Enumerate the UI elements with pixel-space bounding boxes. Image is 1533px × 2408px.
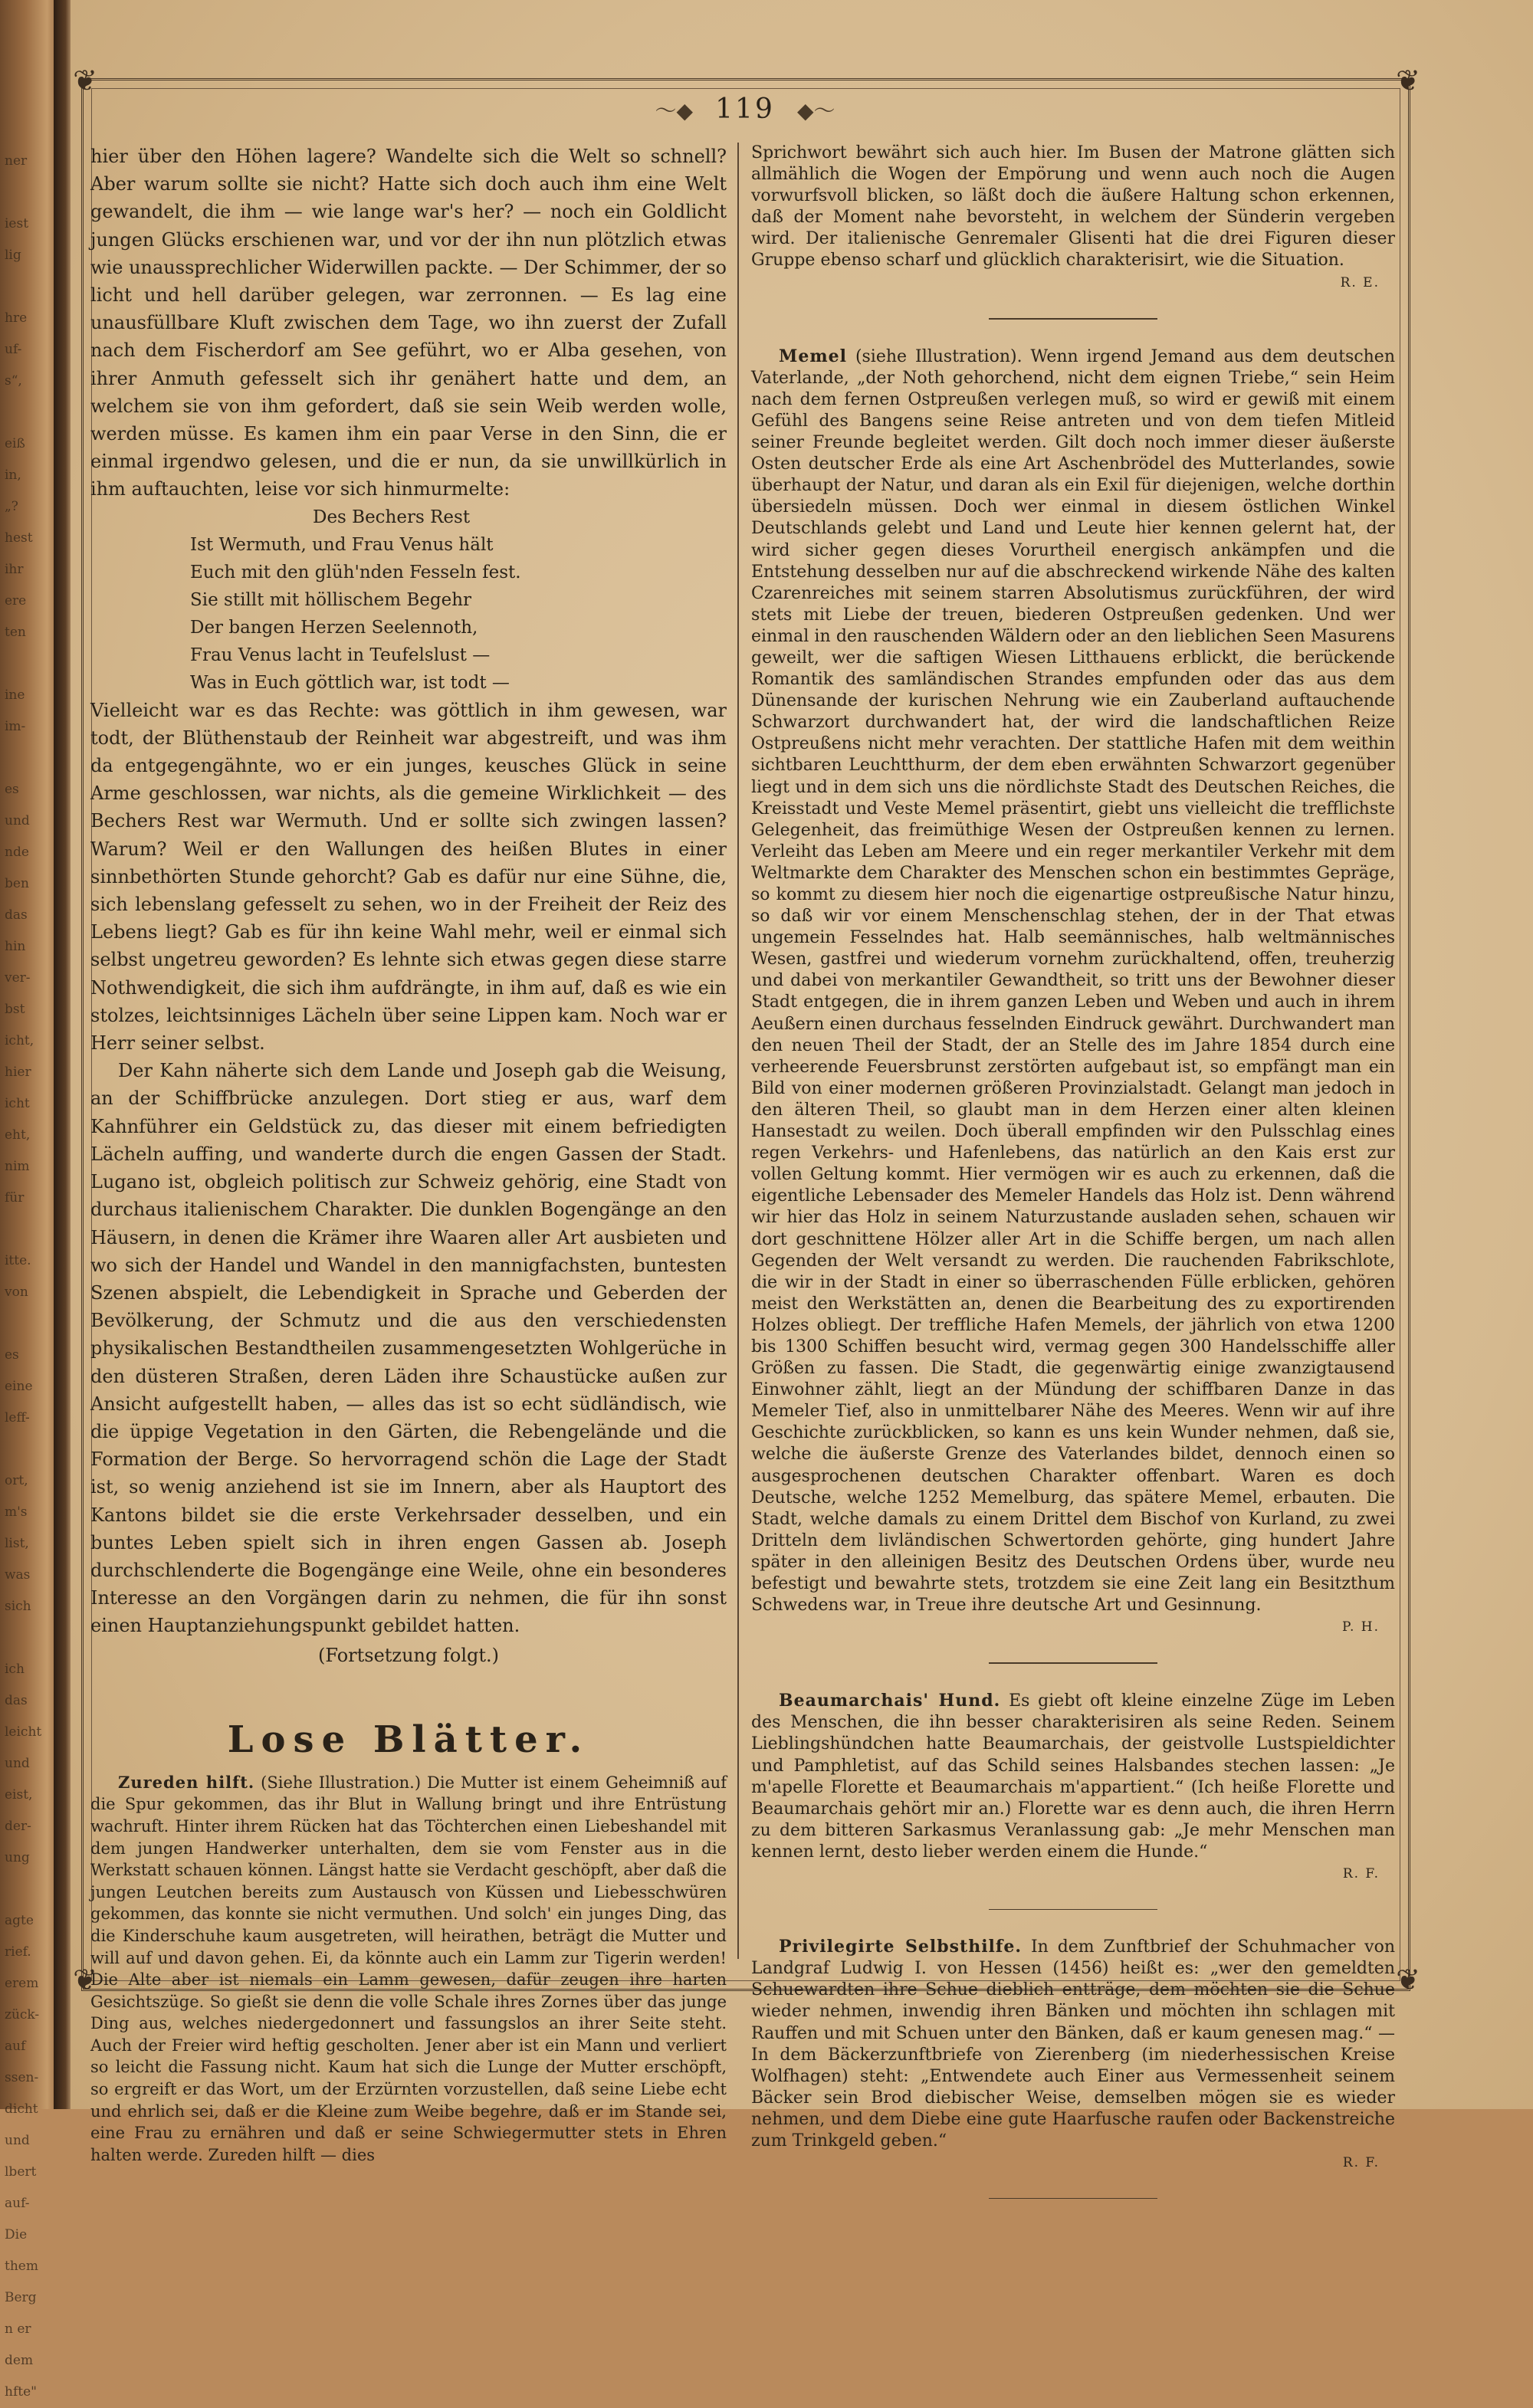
poem-line: Sie stillt mit höllischem Begehr	[190, 589, 472, 610]
page-number: 119	[715, 93, 775, 125]
corner-ornament-icon: ❦	[1396, 1963, 1420, 1996]
article-beaumarchais	[751, 1690, 1395, 1863]
separator-rule	[989, 318, 1157, 320]
separator-rule	[989, 1909, 1157, 1910]
column-divider	[737, 143, 739, 1959]
author-signature: P. H.	[1341, 1619, 1380, 1635]
author-signature: R. E.	[1340, 274, 1380, 290]
poem-line: Was in Euch göttlich war, ist todt —	[190, 672, 510, 693]
article-text: In dem Zunftbrief der Schuhmacher von Landgraf Ludwig I. von Hessen (1456) heißt es: „wer den gemeldten Schuewardten ihre Schue dieblich entträge, dem möchten sie die Schue wieder nehmen, inwendig ihren Bänken und möchten ihn schlagen mit Rauffen und mit Schuen unter den Bänken, daß er kaum genesen mag.“ — In dem Bäckerzunftbriefe von Zierenberg (im niederhessischen Kreise Wolfhagen) steht: „Entwendete auch Einer aus Vermessenheit seinem Bäcker sein Brod diebischer Weise, demselben mögen sie es wieder nehmen, und dem Diebe eine gute Haarfusche raufen oder Backenstreiche zum Trinkgeld geben.“	[751, 1937, 1396, 2150]
poem-line: Der bangen Herzen Seelennoth,	[190, 617, 478, 638]
continued-note: (Fortsetzung folgt.)	[318, 1644, 499, 1666]
corner-ornament-icon: ❦	[73, 1963, 97, 1996]
author-signature: R. F.	[1342, 2155, 1380, 2171]
previous-page-fragments: ner iest lig hre uf- s“, eiß in, „? hest ihr ere ten ine im- es und nde ben das hin ver- bst icht, hier icht eht, nim für itte. von es eine leff- ort, m's list, was sich ich das leicht und eist, der- ung agte rief. erem zück- auf ssen- dicht und lbert auf- Die them Berg n er dem hfte"	[5, 153, 42, 2400]
article-title: Privilegirte Selbsthilfe.	[779, 1937, 1023, 1957]
story-paragraph: Vielleicht war es das Rechte: was göttlich in ihm gewesen, war todt, der Blüthenstaub der Reinheit war abgestreift, und was ihm da entgegengähnte, wo er ein junges, keusches Glück in seine Arme geschlossen, war nichts, als die gemeine Wirklichkeit — des Bechers Rest war Wermuth. Und er sollte sich zwingen lassen? Warum? Weil er den Wallungen des heißen Blutes in einer sinnbethörten Stunde gehorcht? Gab es dafür nur eine Sühne, die, sich lebenslang gefesselt zu sehen, wo in der Freiheit der Reiz des Lebens liegt? Gab es für ihn keine Wahl mehr, weil er einmal sich selbst ungetreu geworden? Es lehnte sich etwas gegen diese starre Nothwendigkeit, die sich ihm aufdrängte, in ihm auf, daß es wie ein stolzes, leichtsinniges Lächeln über seine Lippen kam. Noch war er Herr seiner selbst.	[90, 699, 727, 1055]
page	[71, 0, 1533, 2171]
article-zureden	[90, 1772, 727, 2167]
poem-line: Frau Venus lacht in Teufelslust —	[190, 645, 491, 665]
story-paragraph: Der Kahn näherte sich dem Lande und Joseph gab die Weisung, an der Schiffbrücke anzulegen. Dort stieg er aus, warf dem Kahnführer ein Geldstück zu, das dieser mit einem befriedigten Lächeln auffing, und wanderte durch die engen Gassen der Stadt. Lugano ist, obgleich politisch zur Schweiz gehörig, eine Stadt von durchaus italienischem Charakter. Die dunklen Bogengänge an den Häusern, in denen die Krämer ihre Waaren aller Art ausbieten und wo sich der Handel und Wandel in den mannigfachsten, buntesten Szenen abspielt, die Lebendigkeit in Sprache und Geberden der Bevölkerung, der Schmutz und die aus den verschiedensten physikalischen Bestandtheilen zusammengesetzten Wohlgerüche in den düsteren Straßen, deren Läden ihre Schaustücke außen zur Ansicht aufgestellt haben, — alles das ist so echt südländisch, wie die üppige Vegetation in den Gärten, die Rebengelände und die Formation der Berge. So hervorragend schön die Lage der Stadt ist, so wenig anziehend ist sie im Innern, aber als Hauptort des Kantons bildet sie die erste Verkehrsader desselben, und ein buntes Leben spielt sich in ihren engen Gassen ab. Joseph durchschlenderte die Bogengänge eine Weile, ohne ein besonderes Interesse an den Vorgängen darin zu nehmen, die für ihn sonst einen Hauptanziehungspunkt gebildet hatten.	[90, 1060, 727, 1637]
corner-ornament-icon: ❦	[73, 64, 97, 97]
article-text: (siehe Illustration). Wenn irgend Jemand aus dem deutschen Vaterlande, „der Noth gehorchend, nicht dem eignen Triebe,“ sein Heim nach dem fernen Ostpreußen verlegen muß, so wird er gewiß mit einem Gefühl des Bangens seine Reise antreten und von dem tiefen Mitleid seiner Freunde begleitet werden. Gilt doch noch immer dieser äußerste Osten deutscher Erde als eine Art Aschenbrödel des Mutterlandes, sowie überhaupt der Natur, und daran als ein Exil für diejenigen, welche dorthin übersiedeln müssen. Doch wer einmal in diesem östlichen Winkel Deutschlands gelebt und Land und Leute hier kennen gelernt hat, der wird sicher gegen dieses Vorurtheil energisch ankämpfen und die Entstehung desselben nur auf die abschreckend wirkende Nähe des kalten Czarenreiches mit seinem starren Absolutismus zurückführen, der wird stets mit Liebe der treuen, biederen Ostpreußen gedenken. Und wer einmal in den rauschenden Wäldern oder an den lieblichen Seen Masurens geweilt, wer die saftigen Wiesen Litthauens erblickt, die berückende Romantik des samländischen Strandes empfunden oder das aus dem Dünensande der kurischen Nehrung wie ein Zauberland auftauchende Schwarzort durchwandert hat, der wird die landschaftlichen Reize Ostpreußens nicht mehr verachten. Der stattliche Hafen mit dem weithin sichtbaren Leuchtthurm, der dem eben erwähnten Schwarzort gegenüber liegt und in dem sich uns die nördlichste Stadt des Deutschen Reiches, die Kreisstadt und Veste Memel präsentirt, giebt uns vielleicht die trefflichste Gelegenheit, das freimüthige Wesen der Ostpreußen kennen zu lernen. Verleiht das Leben am Meere und ein reger merkantiler Verkehr mit dem Weltmarkte dem Charakter des Menschen schon ein bestimmtes Gepräge, so kommt zu diesem hier noch die eigenartige ostpreußische Natur hinzu, so daß wir vor einem Menschenschlag stehen, der in der That etwas ungemein Fesselndes hat. Halb seemännisches, halb weltmännisches Wesen, gastfrei und wiederum vornehm zurückhaltend, offen, treuherzig und dabei von merkantiler Gewandtheit, so tritt uns der Bewohner dieser Stadt entgegen, die in ihrem ganzen Leben und Weben und auch in ihrem Aeußern einen durchaus fesselnden Eindruck gewährt. Durchwandert man den neuen Theil der Stadt, der an Stelle des im Jahre 1854 durch eine verheerende Feuersbrunst zerstörten aufgebaut ist, so empfängt man ein Bild von einer modernen größeren Provinzialstadt. Gelangt man jedoch in den älteren Theil, so glaubt man in dem Herzen einer alten kleinen Hansestadt zu weilen. Doch überall empfinden wir den Pulsschlag eines regen Verkehrs- und Hafenlebens, das natürlich an den Kais erst zur vollen Geltung kommt. Hier vermögen wir es auch zu erkennen, daß die eigentliche Lebensader des Memeler Handels das Holz ist. Denn während wir hier das Holz in seinem Naturzustande ausladen sehen, schauen wir dort geschnittene Hölzer aller Art in die Schiffe bergen, um nach allen Gegenden der Welt versandt zu werden. Die rauchenden Fabrikschlote, die wir in der Stadt in einer so überraschenden Fülle erblicken, gehören meist den Werkstätten an, denen die Bearbeitung des zu exportirenden Holzes obliegt. Der treffliche Hafen Memels, der jährlich von etwa 1200 bis 1300 Schiffen besucht wird, vermag gegen 300 Handelsschiffe aller Größen zu fassen. Die Stadt, die gegenwärtig einige zwanzigtausend Einwohner zählt, liegt an der Mündung der schiffbaren Danze in das Memeler Tief, also in unmittelbarer Nähe des Meeres. Wenn wir auf ihre Geschichte zurückblicken, so kann es uns kein Wunder nehmen, daß sie, welche die äußerste Grenze des Vaterlandes bildet, dennoch einen so ausgesprochenen deutschen Charakter offenbart. Waren es doch Deutsche, welche 1252 Memelburg, das spätere Memel, erbauten. Die Stadt, welche damals zu einem Drittel dem Bischof von Kurland, zu zwei Dritteln dem livländischen Schwertorden gehörte, ging hundert Jahre später in den alleinigen Besitz des Deutschen Ordens über, wurde neu befestigt und bewahrte stets, trotzdem sie eine Zeit lang ein Besitzthum Schwedens war, in Treue ihre deutsche Art und Gesinnung.	[751, 346, 1395, 1616]
article-text: Es giebt oft kleine einzelne Züge im Leben des Menschen, die ihn besser charakterisiren als seine Reden. Seinem Lieblingshündchen hatte Beaumarchais, der geistvolle Lustspieldichter und Pamphletist, auf das Schild seines Halsbandes stechen lassen: „Je m'apelle Florette et Beaumarchais m'appartient.“ (Ich heiße Florette und Beaumarchais gehört mir an.) Florette war es denn auch, die ihren Herrn zu dem bitteren Sarkasmus Veranlassung gab: „Je mehr Menschen man kennen lernt, desto lieber werden einem die Hunde.“	[751, 1691, 1395, 1862]
corner-ornament-icon: ❦	[1396, 64, 1420, 97]
poem-title: Des Bechers Rest	[313, 507, 471, 527]
story-paragraph: hier über den Höhen lagere? Wandelte sich die Welt so schnell? Aber warum sollte sie nicht? Hatte sich doch auch ihm eine Welt gewandelt, die ihm — wie lange war's her? — noch ein Goldlicht jungen Glücks erschienen war, und vor der ihn nun plötzlich etwas wie unaussprechlicher Widerwillen packte. — Der Schimmer, der so licht und hell darüber gelegen, war zerronnen. — Es lag eine unausfüllbare Kluft zwischen dem Tage, wo ihn zuerst der Zufall nach dem Fischerdorf am See geführt, wo er Alba gesehen, von ihrer Anmuth gefesselt sich ihr genähert hatte und dem, an welchem sie von ihm gefordert, daß sie sein Weib werden wolle, werden müsse. Es kamen ihm ein paar Verse in den Sinn, die er einmal irgendwo gelesen, und die er nun, da sie unwillkürlich in ihm auftauchten, leise vor sich hinmurmelte:	[90, 146, 727, 500]
article-title: Beaumarchais' Hund.	[779, 1691, 1001, 1711]
author-signature: R. F.	[1342, 1866, 1380, 1882]
swirl-right-icon: ◆〜	[796, 98, 835, 123]
left-column	[90, 143, 727, 2166]
article-title: Zureden hilft.	[118, 1772, 255, 1792]
poem-line: Ist Wermuth, und Frau Venus hält	[190, 534, 494, 555]
page-header	[71, 93, 1420, 130]
separator-rule	[989, 1662, 1157, 1664]
poem-line: Euch mit den glüh'nden Fesseln fest.	[190, 562, 521, 582]
article-title: Memel	[779, 346, 847, 366]
poem	[190, 504, 727, 697]
article-continuation: Sprichwort bewährt sich auch hier. Im Busen der Matrone glätten sich allmählich die Wogen der Empörung und wenn auch noch die Augen vorwurfsvoll blicken, so läßt doch die äußere Haltung schon erkennen, daß der Moment nahe bevorsteht, in welchem der Sünderin vergeben wird. Der italienische Genremaler Glisenti hat die drei Figuren dieser Gruppe ebenso scharf und glücklich charakterisirt, wie die Situation.	[751, 143, 1395, 271]
section-title: Lose Blätter.	[227, 1717, 590, 1761]
article-selbsthilfe	[751, 1936, 1395, 2152]
article-memel	[751, 346, 1395, 1617]
article-text: (Siehe Illustration.) Die Mutter ist einem Geheimniß auf die Spur gekommen, das ihr Blut in Wallung bringt und ihre Entrüstung wachruft. Hinter ihrem Rücken hat das Töchterchen einen Liebeshandel mit dem jungen Handwerker unterhalten, dem sie vom Fenster aus in die Werkstatt schauen können. Längst hatte sie Verdacht geschöpft, aber daß die jungen Leutchen bereits zum Austausch von Küssen und Liebesschwüren gekommen, das konnte sie nicht vermuthen. Und solch' ein junges Ding, das die Kinderschuhe kaum ausgetreten, will heirathen, beträgt die Mutter und will auf und davon gehen. Ei, da könnte auch ein Lamm zur Tigerin werden! Die Alte aber ist niemals ein Lamm gewesen, dafür zeugen ihre harten Gesichtszüge. So gießt sie denn die volle Schale ihres Zornes über das junge Ding aus, welches niedergedonnert und fassungslos an ihrer Seite steht. Auch der Freier wird heftig gescholten. Jener aber ist ein Mann und verliert so leicht die Fassung nicht. Kaum hat sich die Lunge der Mutter erschöpft, so ergreift er das Wort, um der Erzürnten vorzustellen, daß seine Liebe echt und ehrlich sei, daß er die Kleine zum Weibe begehre, daß er im Stande sei, eine Frau zu ernähren und daß er seine Schwiegermutter stets in Ehren halten werde. Zureden hilft — dies	[90, 1773, 727, 2164]
swirl-left-icon: 〜◆	[655, 98, 694, 123]
right-column	[751, 143, 1395, 2225]
separator-rule	[989, 2198, 1157, 2199]
